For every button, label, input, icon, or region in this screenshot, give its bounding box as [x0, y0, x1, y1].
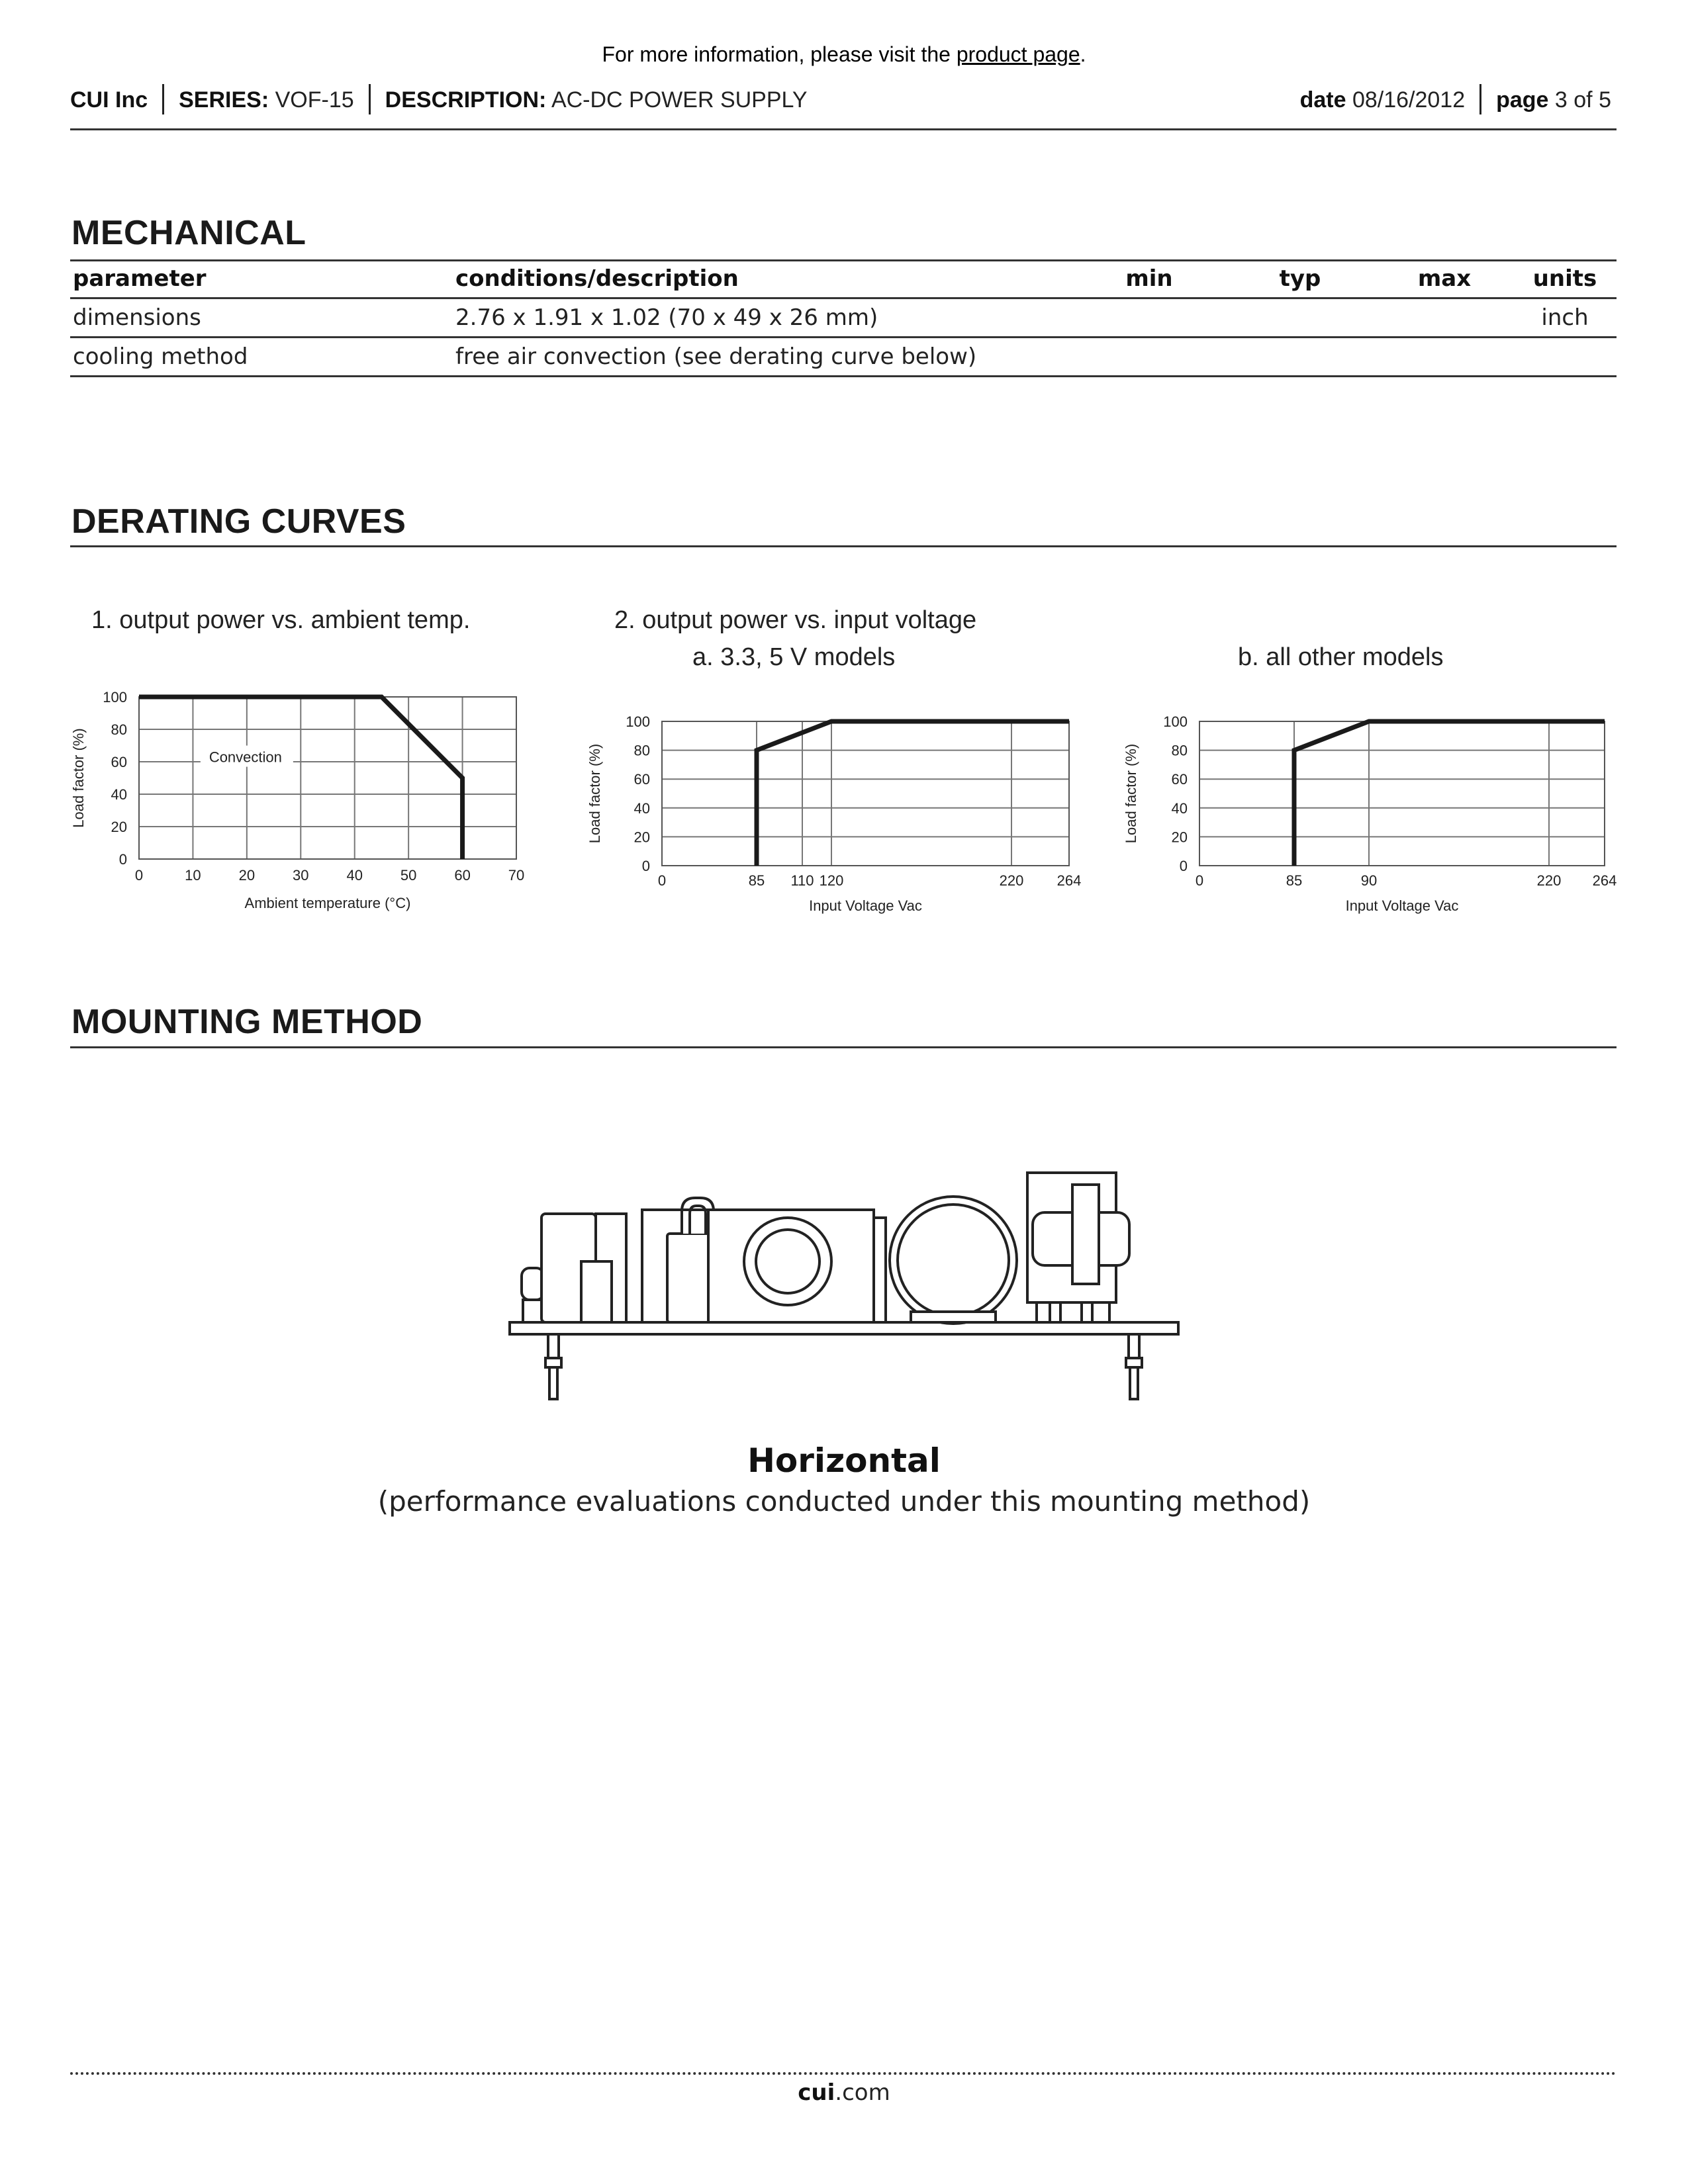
x-tick-label: 264 [1592, 872, 1617, 889]
x-tick-label: 90 [1360, 872, 1378, 889]
x-tick-label: 20 [238, 867, 256, 884]
chart1-title: 1. output power vs. ambient temp. [91, 606, 471, 634]
y-tick-label: 60 [111, 754, 127, 770]
product-page-link[interactable]: product page [956, 42, 1080, 66]
x-tick-label: 0 [1195, 872, 1204, 889]
annotation-label: Convection [209, 749, 282, 766]
date-value: 08/16/2012 [1352, 87, 1466, 113]
x-tick-label: 220 [999, 872, 1024, 889]
y-tick-label: 20 [633, 829, 650, 846]
derating-title: DERATING CURVES [71, 502, 406, 541]
y-tick-label: 60 [1171, 771, 1188, 788]
y-tick-label: 100 [1163, 713, 1188, 730]
mechanical-title: MECHANICAL [71, 214, 306, 252]
y-tick-label: 0 [118, 851, 127, 868]
y-tick-label: 80 [1171, 742, 1188, 759]
derating-charts [0, 0, 1688, 940]
inductor-edge [874, 1218, 886, 1322]
company-name: CUI Inc [70, 87, 148, 113]
transformer-tab [581, 1261, 612, 1322]
page-label: page [1496, 87, 1549, 113]
y-tick-label: 100 [103, 689, 127, 705]
cell: free air convection (see derating curve below) [453, 338, 1074, 377]
y-tick-label: 80 [111, 721, 127, 738]
col-conditions: conditions/description [453, 260, 1074, 298]
mounting-title: MOUNTING METHOD [71, 1003, 423, 1041]
x-tick-label: 30 [293, 867, 309, 884]
transformer-right-pin [1082, 1302, 1092, 1322]
y-tick-label: 100 [626, 713, 650, 730]
description-label: DESCRIPTION: [385, 87, 547, 113]
mounting-caption-sub: (performance evaluations conducted under this mounting method) [377, 1485, 1311, 1518]
horizontal-mounting-illustration [503, 1152, 1185, 1423]
cell: 2.76 x 1.91 x 1.02 (70 x 49 x 26 mm) [453, 298, 1074, 338]
x-axis-label: Input Voltage Vac [1345, 897, 1459, 914]
bulk-capacitor-base [911, 1312, 996, 1322]
x-tick-label: 50 [400, 867, 417, 884]
col-units: units [1513, 260, 1617, 298]
x-axis-label: Input Voltage Vac [809, 897, 922, 914]
description-value: AC-DC POWER SUPPLY [551, 87, 808, 113]
mounting-rule [70, 1046, 1617, 1048]
y-tick-label: 80 [633, 742, 650, 759]
pcb-board [510, 1322, 1178, 1334]
x-tick-label: 40 [346, 867, 363, 884]
series-value: VOF-15 [275, 87, 354, 113]
col-max: max [1376, 260, 1513, 298]
x-tick-label: 0 [657, 872, 667, 889]
transformer-right-pin [1050, 1302, 1060, 1322]
left-pin [545, 1334, 561, 1399]
y-tick-label: 0 [1179, 858, 1188, 874]
transformer-right-base [1037, 1302, 1109, 1322]
date-label: date [1299, 87, 1346, 113]
x-tick-label: 120 [819, 872, 844, 889]
y-axis-label: Load factor (%) [70, 728, 87, 828]
y-tick-label: 40 [111, 786, 127, 803]
toroid-inner [756, 1230, 820, 1293]
transformer-right-bobbin [1072, 1185, 1099, 1284]
y-tick-label: 20 [1171, 829, 1188, 846]
y-axis-label: Load factor (%) [586, 743, 603, 844]
x-tick-label: 220 [1536, 872, 1562, 889]
cell: cooling method [70, 338, 453, 377]
page-value: 3 of 5 [1554, 87, 1611, 113]
col-min: min [1074, 260, 1225, 298]
x-tick-label: 110 [790, 872, 814, 889]
bulk-capacitor-inner [898, 1205, 1009, 1316]
col-parameter: parameter [70, 260, 453, 298]
x-tick-label: 85 [748, 872, 765, 889]
footer-rule [70, 2072, 1617, 2075]
coil-body [667, 1234, 714, 1322]
y-tick-label: 40 [633, 799, 650, 817]
chart2b-title: b. all other models [1238, 643, 1444, 671]
series-line [757, 721, 1069, 866]
chart2a-title: a. 3.3, 5 V models [692, 643, 896, 671]
info-suffix: . [1080, 42, 1086, 66]
right-pin [1126, 1334, 1142, 1399]
series-line [1294, 721, 1605, 866]
x-tick-label: 70 [508, 867, 525, 884]
cell: dimensions [70, 298, 453, 338]
y-tick-label: 60 [633, 771, 650, 788]
cell: inch [1513, 298, 1617, 338]
x-tick-label: 60 [454, 867, 471, 884]
footer-domain: .com [835, 2079, 890, 2106]
x-tick-label: 85 [1286, 872, 1303, 889]
x-axis-label: Ambient temperature (°C) [244, 895, 411, 911]
plot-frame [662, 721, 1069, 866]
chart2-title: 2. output power vs. input voltage [614, 606, 977, 634]
y-axis-label: Load factor (%) [1123, 743, 1139, 844]
footer-brand: cui [798, 2079, 835, 2106]
y-tick-label: 40 [1171, 799, 1188, 817]
small-capacitor-base [523, 1300, 543, 1322]
mounting-caption-title: Horizontal [747, 1441, 941, 1480]
x-tick-label: 10 [185, 867, 201, 884]
x-tick-label: 264 [1056, 872, 1082, 889]
y-tick-label: 20 [111, 819, 127, 835]
x-tick-label: 0 [134, 867, 144, 884]
y-tick-label: 0 [641, 858, 650, 874]
info-text: For more information, please visit the [602, 42, 957, 66]
plot-frame [1199, 721, 1605, 866]
footer [0, 2079, 1688, 2106]
series-label: SERIES: [179, 87, 269, 113]
col-typ: typ [1225, 260, 1376, 298]
